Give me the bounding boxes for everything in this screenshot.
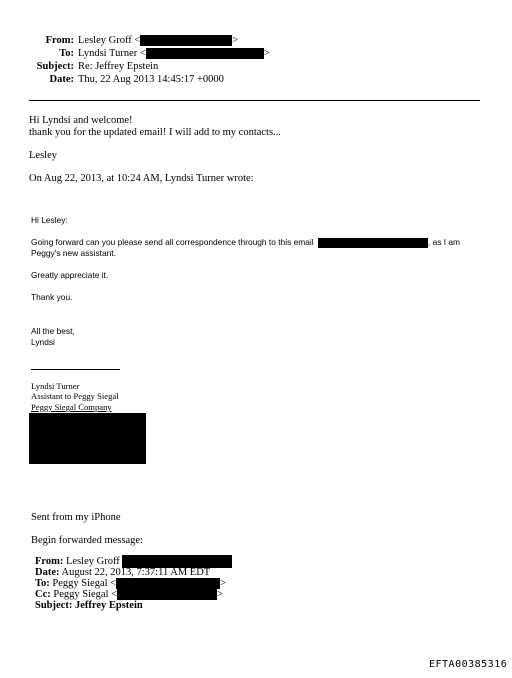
header-divider — [29, 100, 480, 101]
header-from-value: Lesley Groff < — [78, 35, 141, 46]
forward-to-value: Peggy Siegal < — [52, 578, 117, 589]
forward-date-value: August 22, 2013, 7:37:11 AM EDT — [61, 567, 211, 578]
forward-subject-row — [35, 599, 143, 612]
quoted-closing-2: Lyndsi — [31, 337, 55, 347]
reply-signoff: Lesley — [29, 150, 57, 161]
header-date-row — [0, 73, 224, 86]
reply-line-1: Hi Lyndsi and welcome! — [29, 115, 133, 126]
redaction-block — [29, 413, 146, 464]
forward-from-value: Lesley Groff — [66, 556, 120, 567]
redaction-bar — [318, 238, 428, 248]
forward-to-label: To: — [35, 578, 50, 589]
forward-cc-label: Cc: — [35, 589, 51, 600]
reply-line-2: thank you for the updated email! I will add to my contacts... — [29, 127, 281, 138]
signature-title: Assistant to Peggy Siegal — [31, 391, 119, 401]
header-date-value: Thu, 22 Aug 2013 14:45:17 +0000 — [78, 74, 224, 85]
signature-name: Lyndsi Turner — [31, 381, 80, 391]
redaction-bar — [140, 35, 232, 46]
header-from-label: From: — [45, 35, 74, 46]
quoted-closing-1: All the best, — [31, 326, 75, 336]
forward-cc-end: > — [217, 589, 223, 600]
quoted-body-line-1 — [31, 237, 460, 248]
quoted-thanks: Thank you. — [31, 292, 73, 302]
signature-divider — [31, 369, 120, 370]
quoted-body-part-2: , as I am — [427, 237, 461, 247]
header-to-value: Lyndsi Turner < — [78, 48, 146, 59]
document-id: EFTA00385316 — [429, 659, 508, 670]
header-subject-row — [0, 60, 158, 73]
header-to-end: > — [263, 48, 270, 59]
forward-cc-value: Peggy Siegal < — [53, 589, 118, 600]
sent-from-line: Sent from my iPhone — [31, 512, 121, 523]
header-subject-label: Subject: — [36, 61, 74, 72]
signature-company: Peggy Siegal Company — [31, 402, 112, 412]
forward-subject-label: Subject: — [35, 600, 73, 611]
forward-intro: Begin forwarded message: — [31, 535, 143, 546]
quoted-body-line-2: Peggy's new assistant. — [31, 248, 116, 258]
quoted-appreciate: Greatly appreciate it. — [31, 270, 109, 280]
forward-from-label: From: — [35, 556, 64, 567]
forward-subject-value: Jeffrey Epstein — [74, 600, 143, 611]
quoted-greeting: Hi Lesley: — [31, 215, 68, 225]
redaction-bar — [146, 48, 264, 59]
header-date-label: Date: — [49, 74, 74, 85]
quoted-body-part-1: Going forward can you please send all correspondence through to this email — [31, 237, 314, 247]
header-from-row — [0, 34, 238, 47]
forward-date-label: Date: — [35, 567, 60, 578]
header-to-row — [0, 47, 270, 60]
header-from-end: > — [232, 35, 239, 46]
forward-to-end: > — [220, 578, 227, 589]
header-subject-value: Re: Jeffrey Epstein — [78, 61, 159, 72]
header-to-label: To: — [59, 48, 74, 59]
quote-intro: On Aug 22, 2013, at 10:24 AM, Lyndsi Turner wrote: — [29, 173, 254, 184]
